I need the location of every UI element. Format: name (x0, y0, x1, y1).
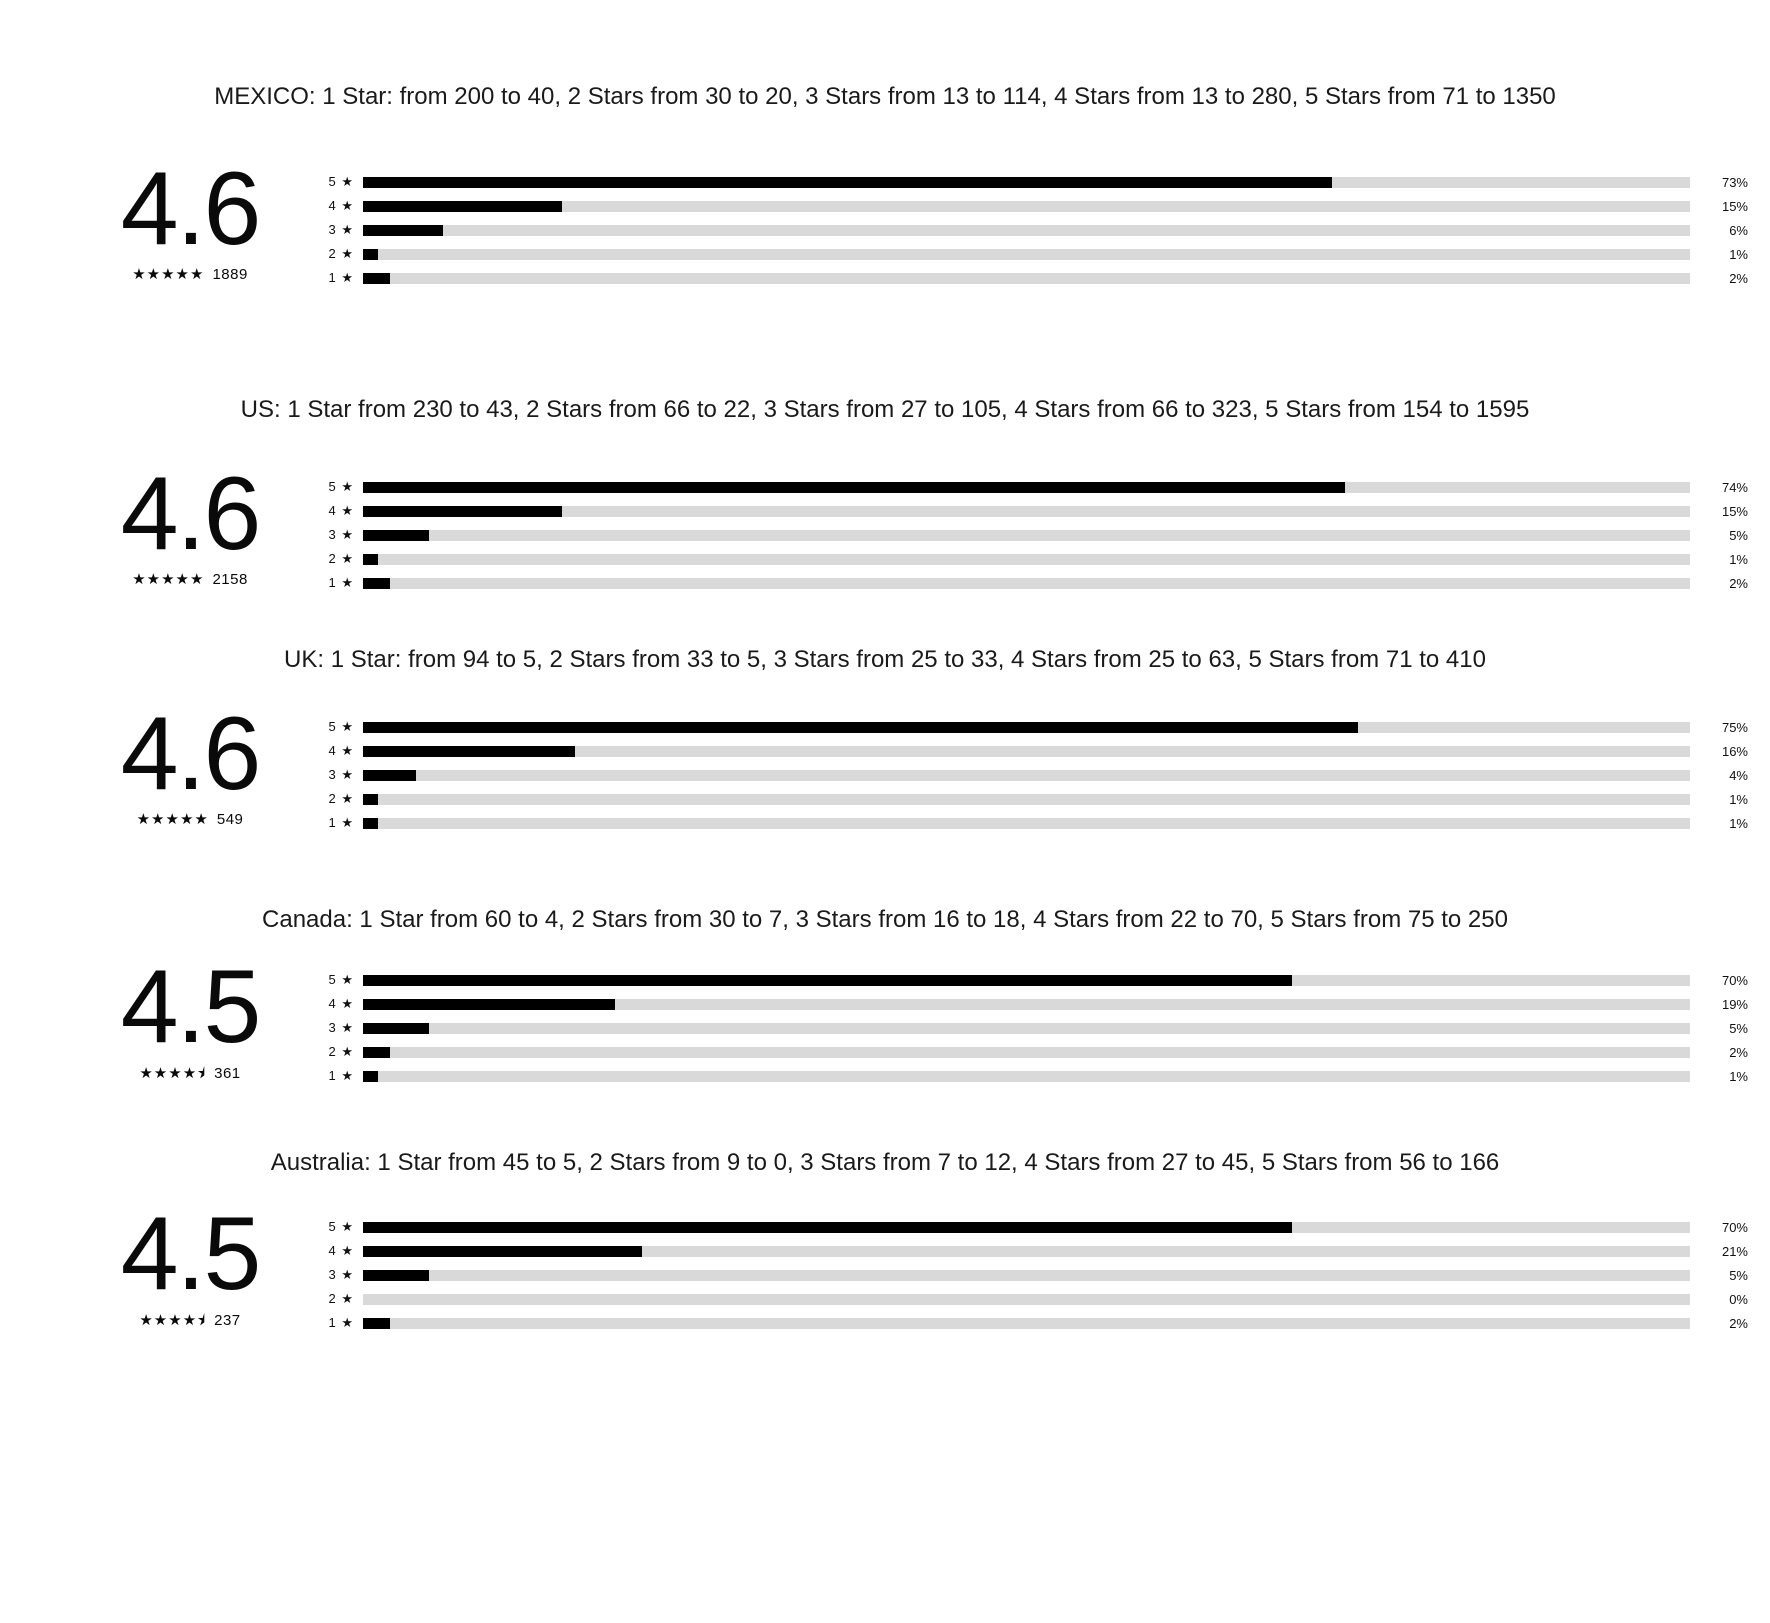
bar-star-label: 2 ★ (328, 551, 354, 566)
bar-fill (363, 746, 575, 757)
section-caption: UK: 1 Star: from 94 to 5, 2 Stars from 33 to 5, 3 Stars from 25 to 33, 4 Stars from 25 to 63, 5 Stars from 71 to 410 (284, 646, 1486, 673)
bar-fill (363, 1047, 390, 1058)
bar-percent-label: 5% (1729, 527, 1748, 543)
review-count: 2158 (212, 570, 248, 588)
bar-row[interactable] (324, 194, 1770, 218)
rating-meta (90, 265, 290, 283)
bar-row[interactable] (324, 968, 1770, 992)
bar-row[interactable] (324, 242, 1770, 266)
bar-track (363, 249, 1690, 260)
bar-percent-label: 5% (1729, 1020, 1748, 1036)
bar-row[interactable] (324, 475, 1770, 499)
rating-section (0, 395, 1770, 591)
star-rating-icon: ★★★★⯨ (139, 1311, 207, 1329)
bar-percent-label: 16% (1721, 743, 1748, 759)
rating-section (0, 905, 1770, 1084)
rating-meta (90, 1063, 290, 1088)
bar-star-label: 3 ★ (328, 767, 354, 782)
rating-meta (90, 1310, 290, 1335)
bar-track (363, 1318, 1690, 1329)
bar-fill (363, 1318, 390, 1329)
bar-row[interactable] (324, 811, 1770, 835)
rating-meta (90, 570, 290, 588)
bar-percent-label: 1% (1729, 1068, 1748, 1084)
average-score-column (0, 949, 290, 1088)
average-score-column (0, 456, 290, 588)
bar-fill (363, 722, 1358, 733)
bar-track (363, 770, 1690, 781)
bar-star-label: 2 ★ (328, 246, 354, 261)
bar-track (363, 273, 1690, 284)
bar-star-label: 4 ★ (328, 996, 354, 1011)
bar-star-label: 4 ★ (328, 198, 354, 213)
bar-star-label: 4 ★ (328, 1243, 354, 1258)
bar-track (363, 1023, 1690, 1034)
bar-row[interactable] (324, 1064, 1770, 1088)
average-score-column (0, 151, 290, 283)
bar-fill (363, 530, 429, 541)
rating-distribution-bars (290, 465, 1770, 595)
bar-fill (363, 999, 615, 1010)
bar-percent-label: 6% (1729, 222, 1748, 238)
bar-track (363, 506, 1690, 517)
bar-fill (363, 482, 1345, 493)
bar-track (363, 999, 1690, 1010)
bar-star-label: 2 ★ (328, 1044, 354, 1059)
bar-row[interactable] (324, 170, 1770, 194)
bar-row[interactable] (324, 992, 1770, 1016)
bar-track (363, 201, 1690, 212)
star-rating-icon: ★★★★★ (136, 810, 209, 828)
bar-track (363, 554, 1690, 565)
bar-percent-label: 0% (1729, 1291, 1748, 1307)
section-caption: MEXICO: 1 Star: from 200 to 40, 2 Stars from 30 to 20, 3 Stars from 13 to 114, 4 Stars from 13 to 280, 5 Stars from 71 to 1350 (214, 83, 1556, 110)
bar-track (363, 794, 1690, 805)
bar-track (363, 482, 1690, 493)
bar-fill (363, 1270, 429, 1281)
bar-row[interactable] (324, 763, 1770, 787)
bar-star-label: 5 ★ (328, 174, 354, 189)
rating-section (0, 82, 1770, 286)
bar-row[interactable] (324, 1311, 1770, 1335)
bar-star-label: 5 ★ (328, 1219, 354, 1234)
rating-summary-block (0, 151, 1770, 290)
bar-percent-label: 2% (1729, 1044, 1748, 1060)
bar-row[interactable] (324, 787, 1770, 811)
bar-percent-label: 21% (1721, 1243, 1748, 1259)
bar-fill (363, 201, 562, 212)
bar-fill (363, 578, 390, 589)
average-score-value: 4.5 (120, 1196, 260, 1312)
rating-distribution-bars (290, 1205, 1770, 1335)
bar-track (363, 722, 1690, 733)
bar-percent-label: 73% (1721, 174, 1748, 190)
bar-percent-label: 74% (1721, 479, 1748, 495)
section-caption: Canada: 1 Star from 60 to 4, 2 Stars from 30 to 7, 3 Stars from 16 to 18, 4 Stars from 22 to 70, 5 Stars from 75 to 250 (262, 906, 1508, 933)
bar-star-label: 2 ★ (328, 1291, 354, 1306)
bar-fill (363, 506, 562, 517)
bar-percent-label: 1% (1729, 815, 1748, 831)
star-rating-icon: ★★★★★ (132, 570, 205, 588)
bar-fill (363, 554, 378, 565)
bar-star-label: 3 ★ (328, 1267, 354, 1282)
bar-percent-label: 1% (1729, 551, 1748, 567)
bar-star-label: 5 ★ (328, 972, 354, 987)
bar-track (363, 1047, 1690, 1058)
bar-star-label: 3 ★ (328, 527, 354, 542)
bar-percent-label: 2% (1729, 575, 1748, 591)
average-score-column (0, 696, 290, 828)
bar-track (363, 177, 1690, 188)
section-caption: Australia: 1 Star from 45 to 5, 2 Stars from 9 to 0, 3 Stars from 7 to 12, 4 Stars from 27 to 45, 5 Stars from 56 to 166 (270, 1149, 1500, 1176)
bar-row[interactable] (324, 1215, 1770, 1239)
review-count: 549 (216, 810, 244, 828)
bar-track (363, 818, 1690, 829)
bar-fill (363, 770, 416, 781)
bar-row[interactable] (324, 571, 1770, 595)
average-score-value: 4.6 (120, 696, 260, 812)
bar-track (363, 1222, 1690, 1233)
bar-star-label: 1 ★ (328, 1315, 354, 1330)
bar-row[interactable] (324, 1287, 1770, 1311)
bar-track (363, 530, 1690, 541)
bar-star-label: 3 ★ (328, 1020, 354, 1035)
rating-distribution-bars (290, 705, 1770, 835)
section-caption: US: 1 Star from 230 to 43, 2 Stars from 66 to 22, 3 Stars from 27 to 105, 4 Stars from 66 to 323, 5 Stars from 154 to 1595 (240, 396, 1530, 423)
rating-summary-block (0, 456, 1770, 595)
bar-percent-label: 5% (1729, 1267, 1748, 1283)
bar-star-label: 5 ★ (328, 479, 354, 494)
rating-summary-block (0, 696, 1770, 835)
bar-percent-label: 2% (1729, 1315, 1748, 1331)
bar-fill (363, 1023, 429, 1034)
average-score-value: 4.5 (120, 949, 260, 1065)
average-score-value: 4.6 (120, 151, 260, 267)
bar-star-label: 1 ★ (328, 815, 354, 830)
bar-track (363, 1270, 1690, 1281)
bar-percent-label: 19% (1721, 996, 1748, 1012)
bar-track (363, 975, 1690, 986)
bar-star-label: 4 ★ (328, 743, 354, 758)
rating-distribution-bars (290, 160, 1770, 290)
bar-row[interactable] (324, 499, 1770, 523)
bar-fill (363, 975, 1292, 986)
rating-summary-block (0, 949, 1770, 1088)
bar-row[interactable] (324, 1040, 1770, 1064)
bar-percent-label: 2% (1729, 270, 1748, 286)
bar-star-label: 4 ★ (328, 503, 354, 518)
star-rating-icon: ★★★★⯨ (139, 1064, 207, 1082)
bar-star-label: 1 ★ (328, 270, 354, 285)
bar-percent-label: 15% (1721, 198, 1748, 214)
rating-section (0, 1148, 1770, 1331)
bar-star-label: 1 ★ (328, 575, 354, 590)
bar-row[interactable] (324, 547, 1770, 571)
bar-track (363, 746, 1690, 757)
bar-track (363, 1071, 1690, 1082)
bar-track (363, 1294, 1690, 1305)
bar-row[interactable] (324, 523, 1770, 547)
bar-row[interactable] (324, 266, 1770, 290)
bar-percent-label: 1% (1729, 246, 1748, 262)
bar-percent-label: 70% (1721, 972, 1748, 988)
bar-percent-label: 1% (1729, 791, 1748, 807)
bar-fill (363, 1222, 1292, 1233)
bar-star-label: 3 ★ (328, 222, 354, 237)
bar-fill (363, 818, 378, 829)
bar-fill (363, 794, 378, 805)
star-rating-icon: ★★★★★ (132, 265, 205, 283)
review-count: 361 (214, 1064, 241, 1082)
bar-star-label: 2 ★ (328, 791, 354, 806)
bar-row[interactable] (324, 218, 1770, 242)
average-score-column (0, 1196, 290, 1335)
bar-fill (363, 273, 390, 284)
rating-summary-block (0, 1196, 1770, 1335)
average-score-value: 4.6 (120, 456, 260, 572)
bar-fill (363, 225, 443, 236)
rating-section (0, 645, 1770, 831)
bar-row[interactable] (324, 739, 1770, 763)
bar-percent-label: 75% (1721, 719, 1748, 735)
bar-percent-label: 4% (1729, 767, 1748, 783)
bar-fill (363, 177, 1332, 188)
bar-fill (363, 1246, 642, 1257)
bar-fill (363, 1071, 378, 1082)
bar-row[interactable] (324, 1016, 1770, 1040)
bar-track (363, 578, 1690, 589)
bar-row[interactable] (324, 715, 1770, 739)
bar-percent-label: 70% (1721, 1219, 1748, 1235)
bar-track (363, 225, 1690, 236)
bar-row[interactable] (324, 1263, 1770, 1287)
bar-star-label: 1 ★ (328, 1068, 354, 1083)
bar-fill (363, 249, 378, 260)
bar-star-label: 5 ★ (328, 719, 354, 734)
review-count: 237 (214, 1311, 241, 1329)
bar-track (363, 1246, 1690, 1257)
rating-meta (90, 810, 290, 828)
bar-row[interactable] (324, 1239, 1770, 1263)
bar-percent-label: 15% (1721, 503, 1748, 519)
review-count: 1889 (212, 265, 248, 283)
rating-distribution-bars (290, 958, 1770, 1088)
